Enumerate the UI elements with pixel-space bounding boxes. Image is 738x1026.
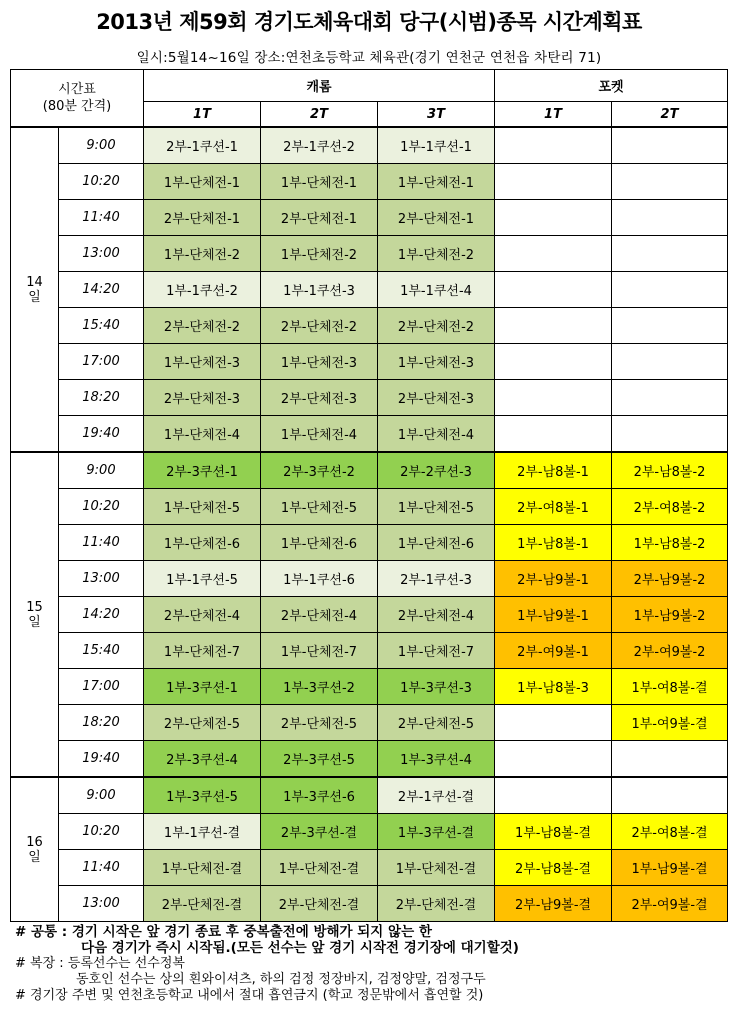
carom-match-cell: 1부-단체전-2 <box>378 236 495 272</box>
carom-match-cell: 1부-1쿠션-6 <box>261 561 378 597</box>
carom-match-cell: 2부-1쿠션-3 <box>378 561 495 597</box>
carom-match-cell: 2부-3쿠션-결 <box>261 814 378 850</box>
carom-match-cell: 2부-단체전-5 <box>261 705 378 741</box>
carom-match-cell: 1부-단체전-3 <box>378 344 495 380</box>
table-row <box>11 416 728 453</box>
time-slot: 10:20 <box>59 164 144 200</box>
carom-match-cell: 2부-3쿠션-4 <box>144 741 261 778</box>
timetable-interval: (80분 간격) <box>42 99 112 114</box>
carom-match-cell: 1부-3쿠션-결 <box>378 814 495 850</box>
carom-match-cell: 1부-단체전-3 <box>261 344 378 380</box>
table-row <box>11 886 728 922</box>
table-header-pocket-1: 1T <box>495 102 612 128</box>
table-row <box>11 200 728 236</box>
table-row <box>11 561 728 597</box>
pocket-match-cell <box>612 164 728 200</box>
time-slot: 13:00 <box>59 561 144 597</box>
carom-match-cell: 1부-3쿠션-3 <box>378 669 495 705</box>
day-label-16 <box>11 777 59 922</box>
time-slot: 18:20 <box>59 380 144 416</box>
table-row <box>11 525 728 561</box>
carom-match-cell: 1부-단체전-4 <box>261 416 378 453</box>
pocket-match-cell: 2부-여9볼-1 <box>495 633 612 669</box>
pocket-match-cell <box>612 200 728 236</box>
time-slot: 10:20 <box>59 489 144 525</box>
carom-match-cell: 1부-단체전-7 <box>261 633 378 669</box>
carom-match-cell: 1부-단체전-7 <box>144 633 261 669</box>
day-unit: 일 <box>28 289 41 305</box>
time-slot: 9:00 <box>59 777 144 814</box>
table-row <box>11 669 728 705</box>
time-slot: 14:20 <box>59 272 144 308</box>
day-number: 15 <box>26 599 43 615</box>
table-header-pocket-2: 2T <box>612 102 728 128</box>
pocket-match-cell: 2부-여9볼-결 <box>612 886 728 922</box>
day-unit: 일 <box>28 849 41 865</box>
table-row <box>11 597 728 633</box>
carom-match-cell: 1부-단체전-7 <box>378 633 495 669</box>
carom-match-cell: 1부-3쿠션-4 <box>378 741 495 778</box>
carom-match-cell: 2부-단체전-1 <box>378 200 495 236</box>
pocket-match-cell <box>612 272 728 308</box>
pocket-match-cell <box>495 344 612 380</box>
table-row <box>11 633 728 669</box>
note-common-1: # 공통 : 경기 시작은 앞 경기 종료 후 중복출전에 방해가 되지 않는 한 <box>15 924 432 940</box>
carom-match-cell: 1부-단체전-1 <box>261 164 378 200</box>
carom-match-cell: 2부-2쿠션-3 <box>378 452 495 489</box>
carom-match-cell: 1부-단체전-결 <box>144 850 261 886</box>
carom-match-cell: 2부-단체전-2 <box>378 308 495 344</box>
timetable-header <box>11 70 144 128</box>
carom-match-cell: 1부-3쿠션-6 <box>261 777 378 814</box>
carom-match-cell: 1부-단체전-1 <box>144 164 261 200</box>
carom-match-cell: 2부-1쿠션-1 <box>144 127 261 164</box>
day-label-15 <box>11 452 59 777</box>
time-slot: 9:00 <box>59 127 144 164</box>
carom-header: 캐롬 <box>144 70 495 102</box>
carom-match-cell: 2부-단체전-1 <box>144 200 261 236</box>
carom-match-cell: 1부-3쿠션-2 <box>261 669 378 705</box>
table-row <box>11 452 728 489</box>
table-row <box>11 850 728 886</box>
page-title: 2013년 제59회 경기도체육대회 당구(시범)종목 시간계획표 <box>96 10 642 34</box>
time-slot: 19:40 <box>59 416 144 453</box>
table-row <box>11 308 728 344</box>
carom-match-cell: 2부-단체전-2 <box>261 308 378 344</box>
time-slot: 11:40 <box>59 525 144 561</box>
time-slot: 17:00 <box>59 669 144 705</box>
table-row <box>11 272 728 308</box>
carom-match-cell: 2부-단체전-결 <box>261 886 378 922</box>
table-row <box>11 814 728 850</box>
table-row <box>11 741 728 778</box>
time-slot: 11:40 <box>59 850 144 886</box>
time-slot: 11:40 <box>59 200 144 236</box>
pocket-match-cell: 2부-남9볼-1 <box>495 561 612 597</box>
pocket-match-cell <box>495 200 612 236</box>
pocket-match-cell <box>495 127 612 164</box>
pocket-match-cell: 1부-남9볼-1 <box>495 597 612 633</box>
pocket-match-cell <box>612 344 728 380</box>
carom-match-cell: 1부-1쿠션-5 <box>144 561 261 597</box>
pocket-match-cell <box>495 272 612 308</box>
table-row <box>11 236 728 272</box>
pocket-match-cell: 2부-남8볼-1 <box>495 452 612 489</box>
pocket-match-cell: 2부-남9볼-결 <box>495 886 612 922</box>
day-number: 14 <box>26 274 43 290</box>
pocket-match-cell <box>612 236 728 272</box>
notes <box>15 924 730 1004</box>
note-dress-1: # 복장 : 등록선수는 선수정복 <box>15 956 185 971</box>
carom-match-cell: 2부-단체전-3 <box>261 380 378 416</box>
pocket-match-cell: 1부-남8볼-2 <box>612 525 728 561</box>
time-slot: 17:00 <box>59 344 144 380</box>
table-row <box>11 489 728 525</box>
carom-match-cell: 2부-단체전-4 <box>378 597 495 633</box>
carom-match-cell: 2부-3쿠션-1 <box>144 452 261 489</box>
note-dress-2: 동호인 선수는 상의 흰와이셔츠, 하의 검정 정장바지, 검정양말, 검정구두 <box>76 972 486 987</box>
carom-match-cell: 1부-단체전-4 <box>378 416 495 453</box>
pocket-match-cell <box>495 164 612 200</box>
time-slot: 15:40 <box>59 633 144 669</box>
schedule-table <box>10 69 728 922</box>
table-row <box>11 380 728 416</box>
carom-match-cell: 2부-1쿠션-결 <box>378 777 495 814</box>
pocket-match-cell: 2부-여8볼-2 <box>612 489 728 525</box>
time-slot: 14:20 <box>59 597 144 633</box>
carom-match-cell: 1부-단체전-6 <box>378 525 495 561</box>
pocket-match-cell: 1부-남9볼-2 <box>612 597 728 633</box>
table-row <box>11 344 728 380</box>
time-slot: 10:20 <box>59 814 144 850</box>
carom-match-cell: 1부-단체전-결 <box>261 850 378 886</box>
carom-match-cell: 2부-단체전-5 <box>378 705 495 741</box>
carom-match-cell: 1부-단체전-5 <box>144 489 261 525</box>
pocket-match-cell: 1부-남9볼-결 <box>612 850 728 886</box>
time-slot: 13:00 <box>59 236 144 272</box>
carom-match-cell: 2부-3쿠션-5 <box>261 741 378 778</box>
event-info: 일시:5월14~16일 장소:연천초등학교 체육관(경기 연천군 연천읍 차탄리 71) <box>136 50 602 66</box>
carom-match-cell: 1부-단체전-5 <box>378 489 495 525</box>
pocket-match-cell <box>495 308 612 344</box>
carom-match-cell: 1부-단체전-2 <box>144 236 261 272</box>
table-row <box>11 127 728 164</box>
carom-match-cell: 1부-단체전-6 <box>144 525 261 561</box>
pocket-match-cell: 2부-남8볼-결 <box>495 850 612 886</box>
timetable-label: 시간표 <box>58 82 96 97</box>
pocket-match-cell <box>495 705 612 741</box>
note-common-2: 다음 경기가 즉시 시작됨.(모든 선수는 앞 경기 시작전 경기장에 대기할것) <box>81 940 519 956</box>
time-slot: 13:00 <box>59 886 144 922</box>
carom-match-cell: 2부-단체전-결 <box>144 886 261 922</box>
table-row <box>11 164 728 200</box>
carom-match-cell: 1부-3쿠션-5 <box>144 777 261 814</box>
time-slot: 19:40 <box>59 741 144 778</box>
time-slot: 9:00 <box>59 452 144 489</box>
carom-match-cell: 1부-단체전-2 <box>261 236 378 272</box>
table-row <box>11 777 728 814</box>
pocket-match-cell <box>495 380 612 416</box>
pocket-match-cell <box>495 416 612 453</box>
pocket-match-cell: 2부-여8볼-결 <box>612 814 728 850</box>
carom-match-cell: 1부-1쿠션-1 <box>378 127 495 164</box>
pocket-match-cell: 2부-남8볼-2 <box>612 452 728 489</box>
pocket-match-cell: 1부-남8볼-1 <box>495 525 612 561</box>
pocket-match-cell: 2부-남9볼-2 <box>612 561 728 597</box>
pocket-match-cell: 2부-여8볼-1 <box>495 489 612 525</box>
carom-match-cell: 2부-단체전-3 <box>378 380 495 416</box>
time-slot: 18:20 <box>59 705 144 741</box>
pocket-match-cell: 2부-여9볼-2 <box>612 633 728 669</box>
day-number: 16 <box>26 834 43 850</box>
carom-match-cell: 2부-단체전-4 <box>144 597 261 633</box>
pocket-match-cell <box>612 741 728 778</box>
pocket-match-cell <box>612 380 728 416</box>
table-header-carom-2: 2T <box>261 102 378 128</box>
day-label-14 <box>11 127 59 452</box>
carom-match-cell: 1부-단체전-결 <box>378 850 495 886</box>
carom-match-cell: 2부-1쿠션-2 <box>261 127 378 164</box>
carom-match-cell: 1부-1쿠션-2 <box>144 272 261 308</box>
pocket-match-cell: 1부-여9볼-결 <box>612 705 728 741</box>
carom-match-cell: 1부-단체전-1 <box>378 164 495 200</box>
pocket-match-cell: 1부-남8볼-결 <box>495 814 612 850</box>
pocket-header: 포켓 <box>495 70 728 102</box>
pocket-match-cell <box>612 777 728 814</box>
pocket-match-cell: 1부-남8볼-3 <box>495 669 612 705</box>
note-smoking: # 경기장 주변 및 연천초등학교 내에서 절대 흡연금지 (학교 정문밖에서 흡연할 것) <box>15 988 484 1003</box>
carom-match-cell: 2부-단체전-4 <box>261 597 378 633</box>
carom-match-cell: 2부-단체전-5 <box>144 705 261 741</box>
pocket-match-cell <box>495 777 612 814</box>
table-row <box>11 705 728 741</box>
table-header-carom-1: 1T <box>144 102 261 128</box>
carom-match-cell: 2부-단체전-2 <box>144 308 261 344</box>
carom-match-cell: 1부-1쿠션-3 <box>261 272 378 308</box>
carom-match-cell: 1부-단체전-5 <box>261 489 378 525</box>
table-header-carom-3: 3T <box>378 102 495 128</box>
pocket-match-cell <box>612 127 728 164</box>
time-slot: 15:40 <box>59 308 144 344</box>
carom-match-cell: 1부-1쿠션-4 <box>378 272 495 308</box>
carom-match-cell: 1부-단체전-4 <box>144 416 261 453</box>
carom-match-cell: 2부-단체전-1 <box>261 200 378 236</box>
pocket-match-cell <box>612 416 728 453</box>
carom-match-cell: 1부-단체전-6 <box>261 525 378 561</box>
carom-match-cell: 2부-단체전-3 <box>144 380 261 416</box>
pocket-match-cell: 1부-여8볼-결 <box>612 669 728 705</box>
pocket-match-cell <box>612 308 728 344</box>
pocket-match-cell <box>495 741 612 778</box>
carom-match-cell: 1부-단체전-3 <box>144 344 261 380</box>
carom-match-cell: 1부-3쿠션-1 <box>144 669 261 705</box>
carom-match-cell: 1부-1쿠션-결 <box>144 814 261 850</box>
carom-match-cell: 2부-3쿠션-2 <box>261 452 378 489</box>
pocket-match-cell <box>495 236 612 272</box>
day-unit: 일 <box>28 614 41 630</box>
carom-match-cell: 2부-단체전-결 <box>378 886 495 922</box>
